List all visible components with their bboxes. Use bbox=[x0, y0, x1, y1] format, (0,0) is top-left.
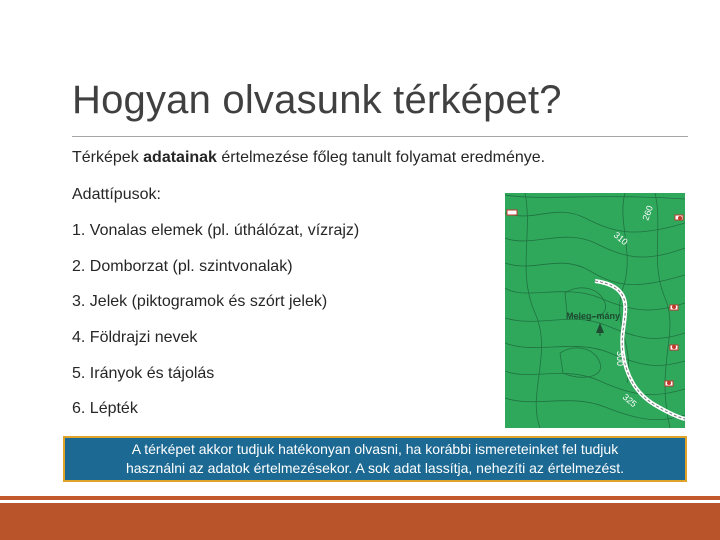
intro-text bbox=[72, 149, 545, 167]
intro-bold: adatainak bbox=[143, 149, 217, 166]
map-place-name: Meleg–mány bbox=[566, 311, 621, 321]
callout-line-1: A térképet akkor tudjuk hatékonyan olvasni, ha korábbi ismereteinket fel tudjuk bbox=[131, 441, 619, 457]
list-item-6: 6. Lépték bbox=[72, 400, 138, 417]
list-item-2: 2. Domborzat (pl. szintvonalak) bbox=[72, 258, 293, 275]
list-item-5: 5. Irányok és tájolás bbox=[72, 365, 215, 382]
footer-accent-line bbox=[0, 496, 720, 500]
list-item-1: 1. Vonalas elemek (pl. úthálózat, vízrajz) bbox=[72, 222, 360, 239]
contour-label-260: 260 bbox=[640, 204, 656, 222]
topographic-map-image bbox=[505, 193, 685, 428]
contour-label-310: 310 bbox=[611, 229, 630, 248]
list-item-3: 3. Jelek (piktogramok és szórt jelek) bbox=[72, 293, 328, 310]
types-heading: Adattípusok: bbox=[72, 186, 161, 203]
callout-box bbox=[63, 436, 687, 482]
slide-title: Hogyan olvasunk térképet? bbox=[72, 78, 562, 122]
footer-bar bbox=[0, 503, 720, 540]
contour-label-325: 325 bbox=[620, 391, 639, 410]
intro-prefix: Térképek bbox=[72, 149, 144, 166]
list-item-4: 4. Földrajzi nevek bbox=[72, 329, 198, 346]
intro-suffix: értelmezése főleg tanult folyamat eredménye. bbox=[216, 149, 546, 166]
title-divider bbox=[72, 136, 688, 137]
callout-line-2: használni az adatok értelmezésekor. A sok adat lassítja, nehezíti az értelmezést. bbox=[125, 460, 625, 476]
contour-label-300: 300 bbox=[615, 351, 625, 367]
